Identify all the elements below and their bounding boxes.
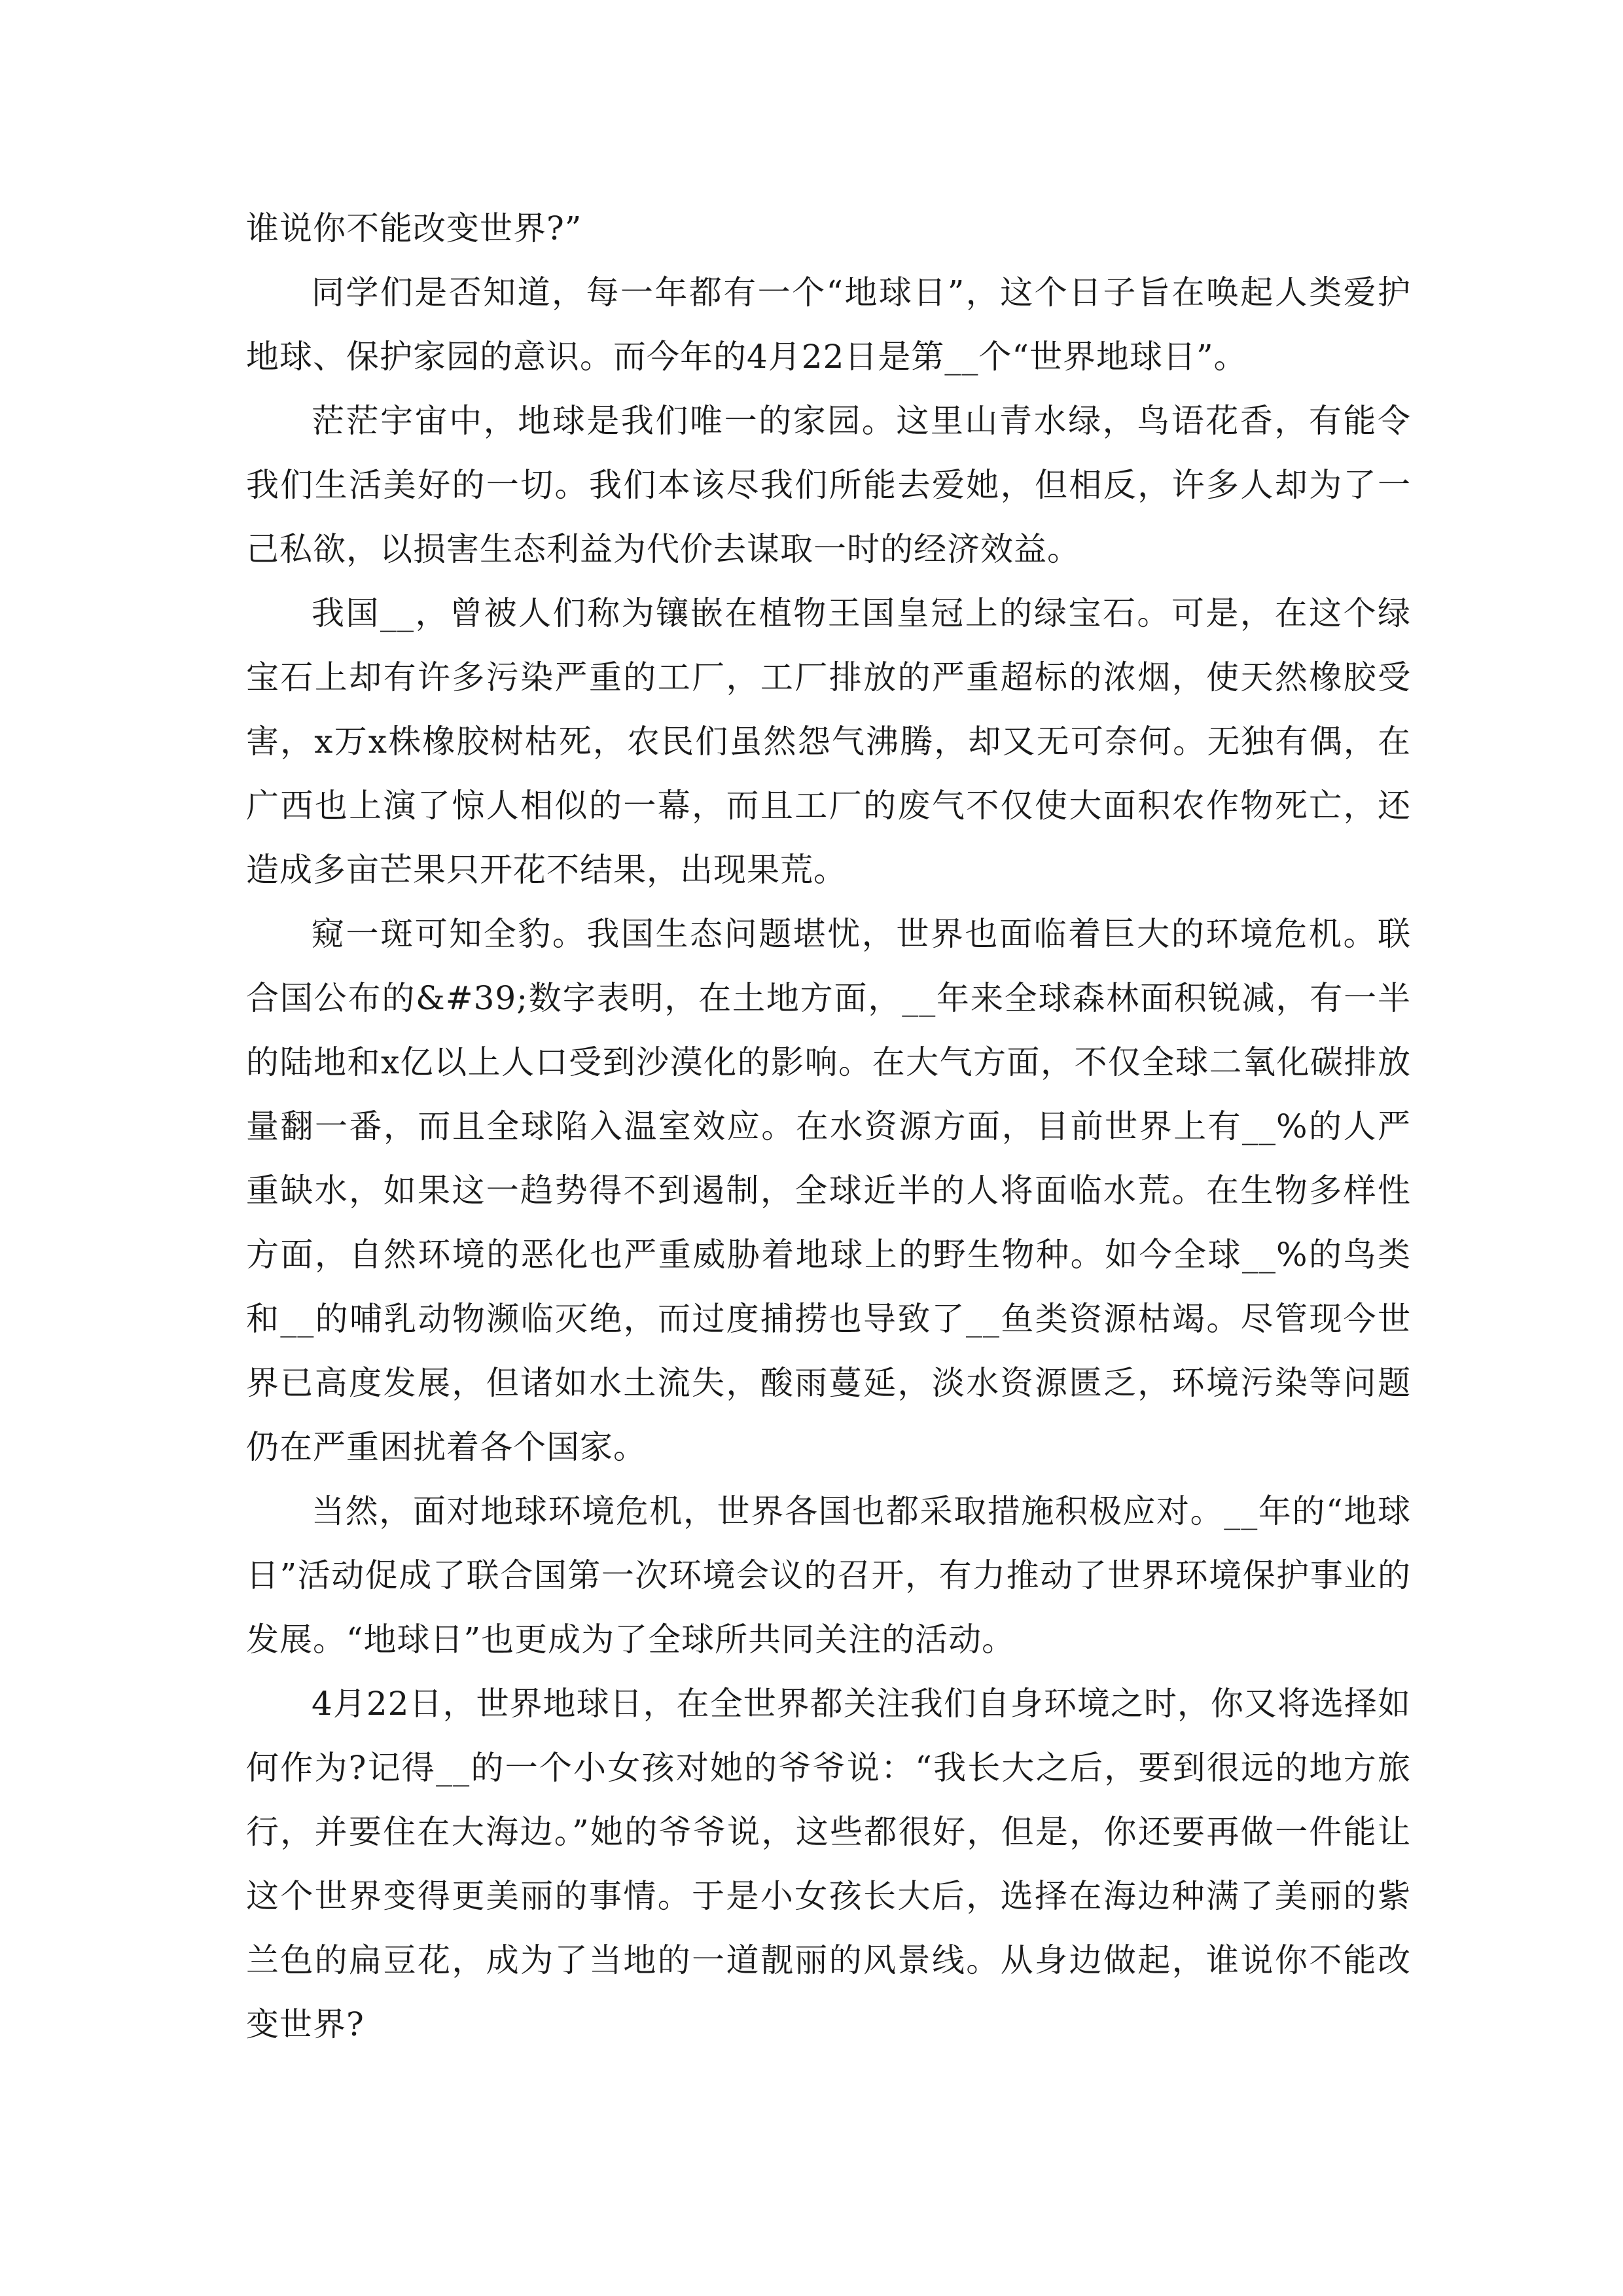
- paragraph-continuation: 谁说你不能改变世界?”: [246, 209, 582, 247]
- paragraph-global-response: 当然，面对地球环境危机，世界各国也都采取措施积极应对。__年的“地球日”活动促成了联合国第一次环境会议的召开，有力推动了世界环境保护事业的发展。“地球日”也更成为了全球所共同关注的活动。: [246, 1492, 1411, 1659]
- document-body: [246, 196, 1411, 2056]
- paragraph-girl-story: 4月22日，世界地球日，在全世界都关注我们自身环境之时，你又将选择如何作为?记得__的一个小女孩对她的爷爷说：“我长大之后，要到很远的地方旅行，并要住在大海边。”她的爷爷说，这些都很好，但是，你还要再做一件能让这个世界变得更美丽的事情。于是小女孩长大后，选择在海边种满了美丽的紫兰色的扁豆花，成为了当地的一道靓丽的风景线。从身边做起，谁说你不能改变世界?: [246, 1685, 1411, 2043]
- paragraph-earth-home: 茫茫宇宙中，地球是我们唯一的家园。这里山青水绿，鸟语花香，有能令我们生活美好的一切。我们本该尽我们所能去爱她，但相反，许多人却为了一己私欲，以损害生态利益为代价去谋取一时的经济效益。: [246, 402, 1411, 568]
- paragraph-earth-day-intro: 同学们是否知道，每一年都有一个“地球日”，这个日子旨在唤起人类爱护地球、保护家园的意识。而今年的4月22日是第__个“世界地球日”。: [246, 274, 1411, 376]
- paragraph-pollution-example: 我国__，曾被人们称为镶嵌在植物王国皇冠上的绿宝石。可是，在这个绿宝石上却有许多污染严重的工厂，工厂排放的严重超标的浓烟，使天然橡胶受害，x万x株橡胶树枯死，农民们虽然怨气沸腾，却又无可奈何。无独有偶，在广西也上演了惊人相似的一幕，而且工厂的废气不仅使大面积农作物死亡，还造成多亩芒果只开花不结果，出现果荒。: [246, 594, 1411, 889]
- paragraph-global-crisis: 窥一斑可知全豹。我国生态问题堪忧，世界也面临着巨大的环境危机。联合国公布的&#39;数字表明，在土地方面，__年来全球森林面积锐减，有一半的陆地和x亿以上人口受到沙漠化的影响。在大气方面，不仅全球二氧化碳排放量翻一番，而且全球陷入温室效应。在水资源方面，目前世界上有__%的人严重缺水，如果这一趋势得不到遏制，全球近半的人将面临水荒。在生物多样性方面，自然环境的恶化也严重威胁着地球上的野生物种。如今全球__%的鸟类和__的哺乳动物濒临灭绝，而过度捕捞也导致了__鱼类资源枯竭。尽管现今世界已高度发展，但诸如水土流失，酸雨蔓延，淡水资源匮乏，环境污染等问题仍在严重困扰着各个国家。: [246, 915, 1411, 1466]
